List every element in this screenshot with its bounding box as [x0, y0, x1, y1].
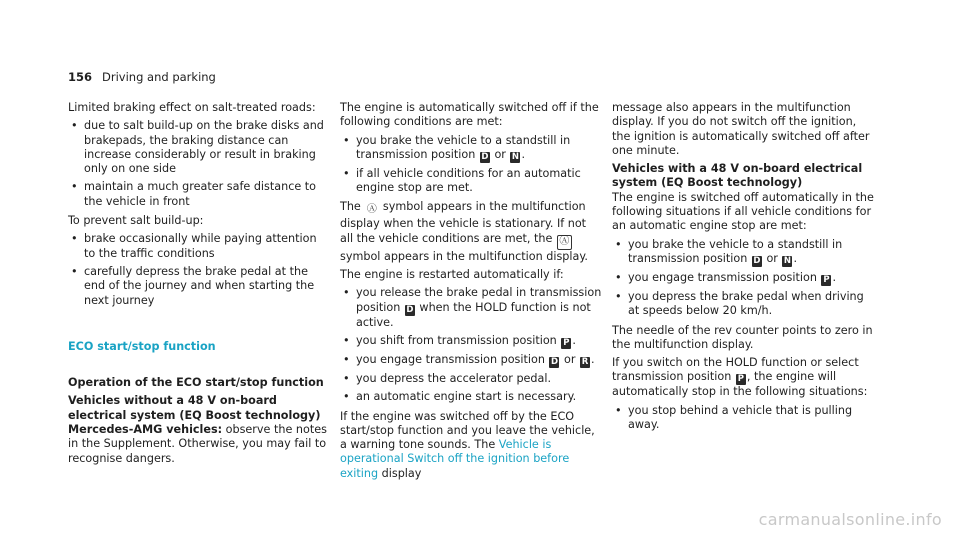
column-2 — [340, 101, 602, 485]
auto-off-intro: The engine is automatically switched off if the following conditions are met: — [340, 101, 599, 129]
list-item: • carefully depress the brake pedal at the end of the journey and when starting the next journey — [68, 265, 330, 308]
park-key-icon: P — [823, 274, 830, 285]
text: The — [340, 200, 365, 214]
list-item: • brake occasionally while paying attention to the traffic conditions — [68, 232, 330, 261]
text: you engage transmission position — [628, 270, 821, 284]
text: If the engine was switched off by the ECO start/stop function and you leave the vehicle, a warning tone sounds. The — [340, 409, 595, 452]
restart-intro: The engine is restarted automatically if: — [340, 268, 564, 282]
symbol-paragraph — [340, 200, 602, 264]
text: symbol appears in the multifunction display. — [340, 249, 588, 263]
prevent-intro: To prevent salt build-up: — [68, 214, 204, 228]
text: or — [762, 251, 782, 265]
section-title: ECO start/stop function — [68, 339, 216, 353]
auto-off-list-48v — [612, 238, 874, 319]
list-item — [340, 334, 602, 349]
text: , the engine will automatically stop in the following situations: — [612, 370, 868, 399]
amg-label: Mercedes-AMG vehicles: — [68, 423, 223, 437]
salt-intro: Limited braking effect on salt-treated roads: — [68, 101, 316, 114]
text: you brake the vehicle to a standstill in transmission position — [628, 237, 843, 265]
salt-list — [68, 119, 330, 209]
text: display — [378, 466, 422, 480]
hold-paragraph — [612, 356, 874, 400]
column-1 — [68, 101, 330, 470]
text: when the HOLD function is not active. — [356, 300, 591, 329]
list-item — [340, 134, 602, 163]
list-item: • you stop behind a vehicle that is pulling away. — [612, 404, 874, 433]
list-item — [612, 271, 874, 286]
list-item — [340, 353, 602, 368]
drive-key-icon: D — [406, 304, 414, 315]
text: you engage transmission position — [356, 352, 549, 366]
list-item — [612, 238, 874, 267]
park-key-icon: P — [563, 337, 570, 348]
neutral-key-icon: N — [511, 151, 520, 162]
drive-key-icon: D — [550, 356, 559, 367]
list-item: • an automatic engine start is necessary. — [340, 390, 602, 404]
text: or — [490, 147, 510, 161]
rev-counter-paragraph: The needle of the rev counter points to zero in the multifunction display. — [612, 323, 873, 351]
vehicles-without-heading: Vehicles without a 48 V on-board electrical system (EQ Boost technology) — [68, 394, 321, 422]
hold-list — [612, 404, 874, 433]
watermark: carmanualsonline.info — [758, 509, 942, 529]
display-message-link[interactable]: Vehicle is operational Switch off the ignition before exiting — [340, 438, 570, 480]
list-item: • maintain a much greater safe distance to the vehicle in front — [68, 180, 330, 209]
text: you shift from transmission position — [356, 333, 561, 347]
eco-start-stop-off-icon: Ⓐ — [557, 235, 572, 250]
text: . — [832, 270, 837, 284]
drive-key-icon: D — [753, 255, 761, 266]
operation-heading: Operation of the ECO start/stop function — [68, 376, 324, 390]
park-key-icon: P — [737, 374, 745, 385]
text: . — [591, 352, 595, 366]
restart-list — [340, 286, 602, 404]
text: you brake the vehicle to a standstill in transmission position — [356, 133, 571, 161]
list-item: • you depress the brake pedal when driving at speeds below 20 km/h. — [612, 290, 874, 319]
list-item — [340, 286, 602, 330]
text: If you switch on the HOLD function or select transmission position — [612, 356, 859, 384]
vehicles-with-heading: Vehicles with a 48 V on-board electrical system (EQ Boost technology) — [612, 162, 863, 190]
eco-start-stop-icon: Ⓐ — [366, 204, 377, 216]
page-number: 156 — [68, 70, 93, 84]
column-3 — [612, 101, 874, 437]
reverse-key-icon: R — [581, 356, 589, 367]
page-header — [68, 70, 216, 84]
list-item: • due to salt build-up on the brake disks and brakepads, the braking distance can increase considerably or result in braking only on one side — [68, 119, 330, 176]
text: . — [793, 251, 798, 265]
text: you release the brake pedal in transmission position — [356, 286, 602, 314]
text: or — [560, 352, 580, 366]
text: symbol appears in the multifunction display when the vehicle is stationary. If not all the vehicle conditions are met, the — [340, 200, 587, 245]
ignition-paragraph: message also appears in the multifunction display. If you do not switch off the ignition, the ignition is automatically switched off after one minute. — [612, 101, 870, 157]
amg-note — [68, 423, 330, 466]
text: . — [521, 147, 526, 161]
neutral-key-icon: N — [783, 255, 792, 266]
text: . — [572, 333, 576, 347]
prevent-list — [68, 232, 330, 307]
list-item: • you depress the accelerator pedal. — [340, 372, 602, 386]
leave-vehicle-paragraph — [340, 410, 602, 481]
drive-key-icon: D — [481, 151, 489, 162]
auto-off-intro-48v: The engine is switched off automatically in the following situations if all vehicle conditions for an automatic engine stop are met: — [612, 190, 874, 233]
auto-off-list — [340, 134, 602, 196]
list-item: • if all vehicle conditions for an automatic engine stop are met. — [340, 167, 602, 196]
amg-text: observe the notes in the Supplement. Otherwise, you may fail to recognise dangers. — [68, 423, 327, 465]
page-title: Driving and parking — [102, 70, 216, 84]
